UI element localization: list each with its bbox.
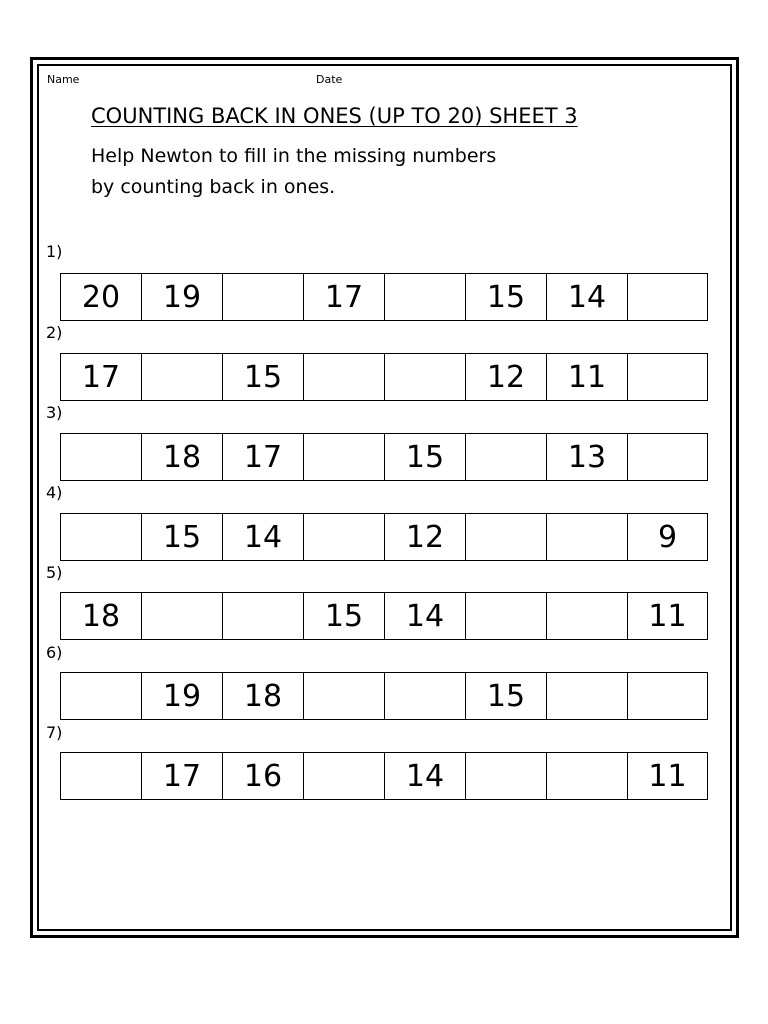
number-box: 14 (222, 513, 303, 561)
missing-number-box[interactable] (627, 353, 708, 401)
number-box: 14 (384, 592, 465, 640)
number-box: 14 (546, 273, 627, 321)
number-box: 11 (627, 752, 708, 800)
number-box: 13 (546, 433, 627, 481)
missing-number-box[interactable] (465, 752, 546, 800)
number-box: 18 (222, 672, 303, 720)
question-label: 2) (46, 323, 63, 342)
question-row (60, 592, 708, 640)
number-box: 14 (384, 752, 465, 800)
number-box: 11 (546, 353, 627, 401)
missing-number-box[interactable] (60, 513, 141, 561)
number-box: 18 (141, 433, 222, 481)
number-box: 17 (303, 273, 384, 321)
missing-number-box[interactable] (546, 513, 627, 561)
question-row (60, 353, 708, 401)
missing-number-box[interactable] (465, 433, 546, 481)
missing-number-box[interactable] (384, 672, 465, 720)
missing-number-box[interactable] (303, 353, 384, 401)
question-label: 3) (46, 403, 63, 422)
number-box: 15 (465, 273, 546, 321)
question-row (60, 672, 708, 720)
missing-number-box[interactable] (546, 752, 627, 800)
question-label: 1) (46, 242, 63, 261)
missing-number-box[interactable] (60, 752, 141, 800)
number-box: 19 (141, 273, 222, 321)
missing-number-box[interactable] (222, 592, 303, 640)
missing-number-box[interactable] (546, 592, 627, 640)
missing-number-box[interactable] (627, 672, 708, 720)
question-row (60, 752, 708, 800)
missing-number-box[interactable] (465, 513, 546, 561)
missing-number-box[interactable] (303, 672, 384, 720)
number-box: 15 (222, 353, 303, 401)
question-label: 4) (46, 483, 63, 502)
question-row (60, 273, 708, 321)
missing-number-box[interactable] (60, 433, 141, 481)
instruction-line-1: Help Newton to fill in the missing numbers (91, 145, 497, 167)
missing-number-box[interactable] (303, 513, 384, 561)
number-box: 16 (222, 752, 303, 800)
missing-number-box[interactable] (546, 672, 627, 720)
missing-number-box[interactable] (384, 353, 465, 401)
number-box: 15 (465, 672, 546, 720)
number-box: 9 (627, 513, 708, 561)
missing-number-box[interactable] (384, 273, 465, 321)
missing-number-box[interactable] (222, 273, 303, 321)
question-row (60, 513, 708, 561)
missing-number-box[interactable] (141, 592, 222, 640)
missing-number-box[interactable] (303, 433, 384, 481)
missing-number-box[interactable] (627, 433, 708, 481)
missing-number-box[interactable] (465, 592, 546, 640)
missing-number-box[interactable] (141, 353, 222, 401)
instruction-line-2: by counting back in ones. (91, 176, 336, 198)
missing-number-box[interactable] (60, 672, 141, 720)
worksheet-title: COUNTING BACK IN ONES (UP TO 20) SHEET 3 (91, 104, 578, 128)
number-box: 18 (60, 592, 141, 640)
question-label: 6) (46, 643, 63, 662)
name-label: Name (47, 73, 80, 86)
number-box: 15 (141, 513, 222, 561)
question-label: 7) (46, 723, 63, 742)
number-box: 11 (627, 592, 708, 640)
missing-number-box[interactable] (627, 273, 708, 321)
number-box: 17 (222, 433, 303, 481)
number-box: 12 (465, 353, 546, 401)
number-box: 20 (60, 273, 141, 321)
date-label: Date (316, 73, 343, 86)
number-box: 12 (384, 513, 465, 561)
number-box: 15 (303, 592, 384, 640)
question-row (60, 433, 708, 481)
missing-number-box[interactable] (303, 752, 384, 800)
number-box: 15 (384, 433, 465, 481)
number-box: 17 (141, 752, 222, 800)
number-box: 19 (141, 672, 222, 720)
question-label: 5) (46, 563, 63, 582)
number-box: 17 (60, 353, 141, 401)
